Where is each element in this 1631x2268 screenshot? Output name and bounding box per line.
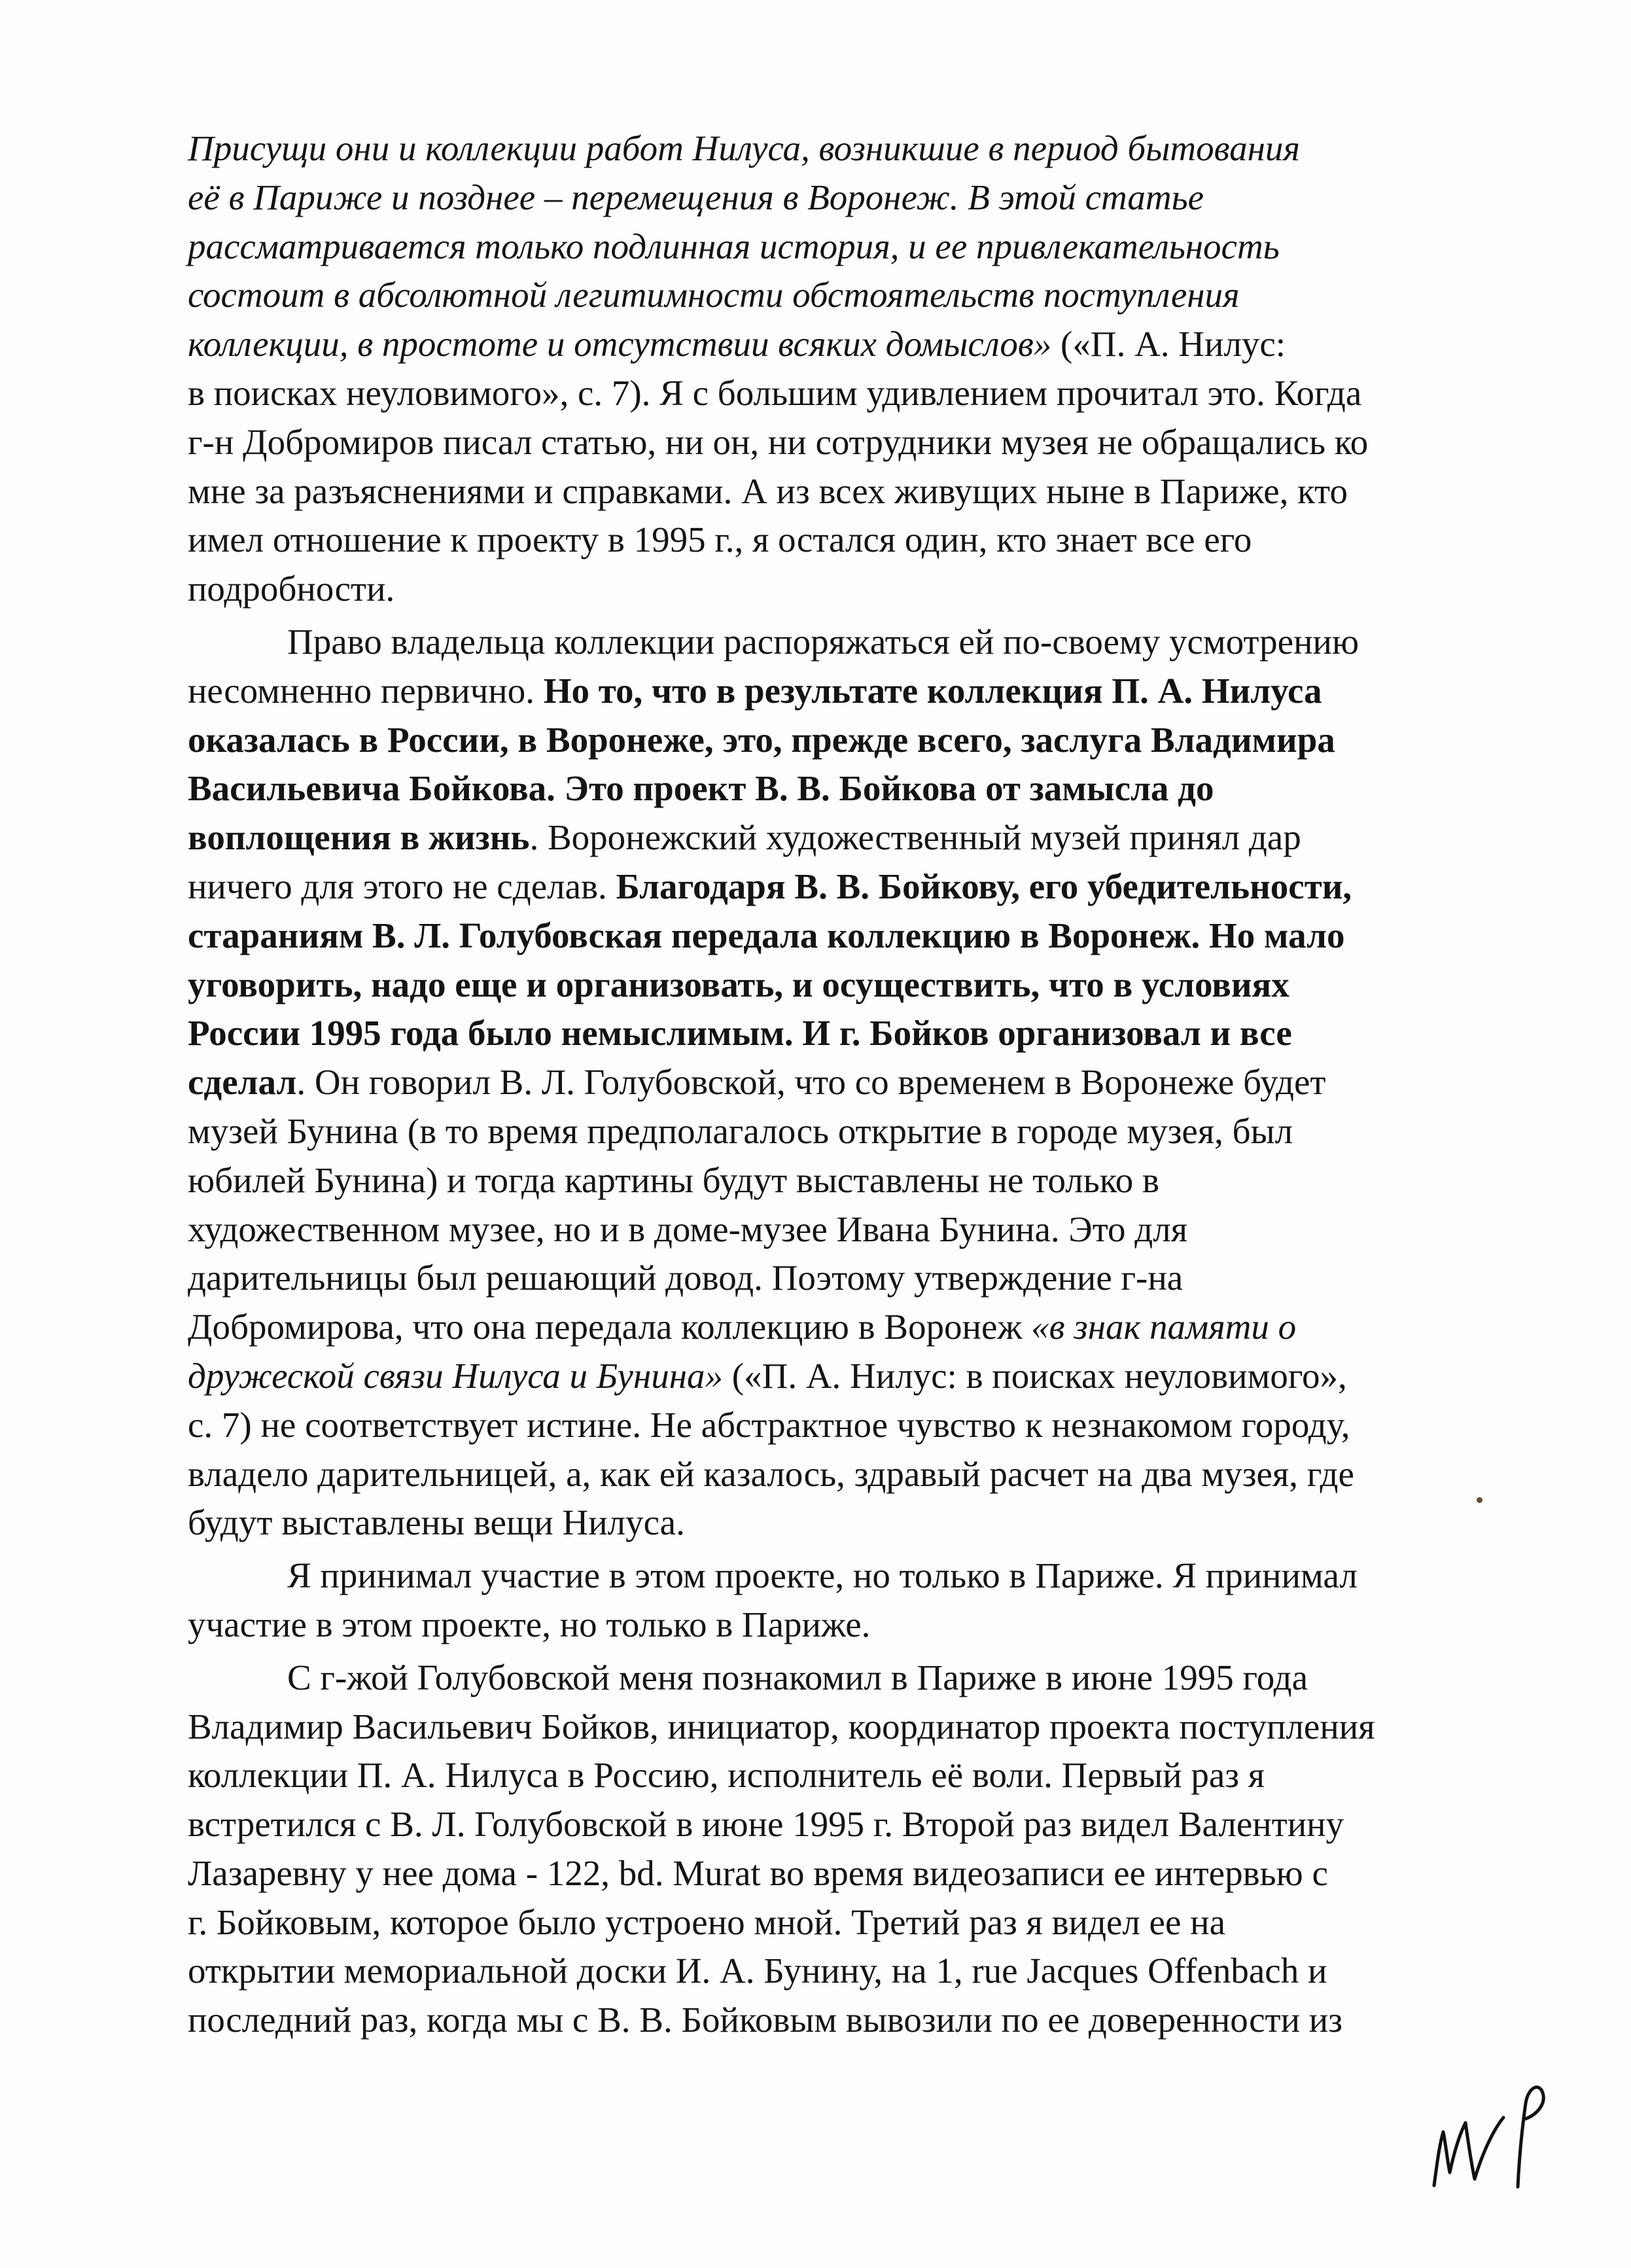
text-line [188, 124, 1464, 173]
italic-quote: её в Париже и позднее – перемещения в Воронеж. В этой статье [188, 177, 1204, 217]
bold-emphasis: сделал [188, 1062, 297, 1103]
text-run: музей Бунина (в то время предполагалось открытие в городе музея, был [188, 1110, 1293, 1151]
text-run: г. Бойковым, которое было устроено мной. Третий раз я видел ее на [188, 1902, 1225, 1942]
text-run: Добромирова, что она передала коллекцию в Воронеж [188, 1307, 1032, 1347]
text-run: дарительницы был решающий довод. Поэтому утверждение г-на [188, 1258, 1184, 1298]
text-run: Лазаревну у нее дома - 122, bd. Murat во время видеозаписи ее интервью с [188, 1852, 1328, 1893]
text-line [188, 813, 1464, 862]
text-line [188, 1800, 1464, 1849]
text-line [188, 1401, 1464, 1450]
text-line [188, 1254, 1464, 1303]
text-line [188, 912, 1464, 961]
text-run: мне за разъяснениями и справками. А из всех живущих ныне в Париже, кто [188, 470, 1348, 511]
text-line [188, 369, 1464, 418]
text-run: юбилей Бунина) и тогда картины будут выставлены не только в [188, 1160, 1159, 1200]
italic-quote: коллекции, в простоте и отсутствии всяких домыслов» [188, 324, 1052, 364]
text-line [188, 467, 1464, 516]
italic-quote: дружеской связи Нилуса и Бунина» [188, 1355, 724, 1396]
text-line [188, 961, 1464, 1010]
text-line [188, 618, 1464, 667]
text-run: несомненно первично. [188, 670, 544, 711]
text-run: открытии мемориальной доски И. А. Бунину, на 1, rue Jacques Offenbach и [188, 1951, 1327, 1991]
text-run: Владимир Васильевич Бойков, инициатор, координатор проекта поступления [188, 1706, 1375, 1746]
text-line [188, 173, 1464, 222]
text-run: («П. А. Нилус: [1051, 324, 1286, 364]
text-run: . Воронежский художественный музей принял дар [529, 817, 1301, 858]
text-line [188, 516, 1464, 565]
italic-quote: «в знак памяти о [1031, 1307, 1297, 1347]
text-line [188, 271, 1464, 320]
bold-emphasis: стараниям В. Л. Голубовская передала коллекцию в Воронеж. Но мало [188, 915, 1345, 955]
handwritten-signature [1420, 2068, 1570, 2199]
text-run: будут выставлены вещи Нилуса. [188, 1502, 685, 1543]
text-line [188, 565, 1464, 614]
text-line [188, 222, 1464, 272]
text-run: г-н Добромиров писал статью, ни он, ни сотрудники музея не обращались ко [188, 421, 1369, 462]
text-line [188, 1751, 1464, 1800]
text-run: встретился с В. Л. Голубовской в июне 1995 г. Второй раз видел Валентину [188, 1804, 1344, 1845]
text-run: с. 7) не соответствует истине. Не абстрактное чувство к незнакомом городу, [188, 1404, 1350, 1445]
bold-emphasis: оказалась в России, в Воронеже, это, прежде всего, заслуга Владимира [188, 719, 1335, 760]
text-run: Я принимал участие в этом проекте, но только в Париже. Я принимал [287, 1555, 1358, 1596]
text-run: владело дарительницей, а, как ей казалось, здравый расчет на два музея, где [188, 1453, 1354, 1494]
bold-emphasis: России 1995 года было немыслимым. И г. Бойков организовал и все [188, 1013, 1292, 1054]
letter-body [188, 124, 1464, 2045]
text-run: в поисках неуловимого», с. 7). Я с большим удивлением прочитал это. Когда [188, 372, 1362, 413]
paper-speck [1477, 1497, 1482, 1503]
text-line [188, 1058, 1464, 1107]
italic-quote: рассматривается только подлинная история, и ее привлекательность [188, 226, 1280, 266]
text-line [188, 1450, 1464, 1499]
text-line [188, 1947, 1464, 1996]
text-line [188, 764, 1464, 813]
bold-emphasis: Благодаря В. В. Бойкову, его убедительности, [616, 866, 1352, 906]
text-line [188, 320, 1464, 369]
text-line [188, 1703, 1464, 1752]
text-run: художественном музее, но и в доме-музее Ивана Бунина. Это для [188, 1209, 1187, 1249]
text-line [188, 1849, 1464, 1898]
text-line [188, 1996, 1464, 2045]
bold-emphasis: Но то, что в результате коллекция П. А. Нилуса [543, 670, 1322, 711]
text-line [188, 1352, 1464, 1401]
text-line [188, 1205, 1464, 1254]
text-run: имел отношение к проекту в 1995 г., я остался один, кто знает все его [188, 520, 1252, 560]
text-run: ничего для этого не сделав. [188, 866, 616, 906]
text-line [188, 716, 1464, 765]
text-run: С г-жой Голубовской меня познакомил в Париже в июне 1995 года [287, 1657, 1308, 1697]
text-line [188, 1551, 1464, 1601]
text-line [188, 1654, 1464, 1703]
text-line [188, 1898, 1464, 1947]
text-run: . Он говорил В. Л. Голубовской, что со временем в Воронеже будет [296, 1062, 1326, 1103]
text-line [188, 862, 1464, 912]
bold-emphasis: Васильевича Бойкова. Это проект В. В. Бойкова от замысла до [188, 768, 1214, 809]
text-line [188, 418, 1464, 467]
text-line [188, 1156, 1464, 1205]
bold-emphasis: воплощения в жизнь [188, 817, 530, 858]
text-run: («П. А. Нилус: в поисках неуловимого», [723, 1355, 1347, 1396]
text-run: подробности. [188, 569, 395, 609]
text-line [188, 1601, 1464, 1650]
text-run: участие в этом проекте, но только в Париже. [188, 1604, 871, 1644]
text-run: коллекции П. А. Нилуса в Россию, исполнитель её воли. Первый раз я [188, 1755, 1265, 1796]
text-run: Право владельца коллекции распоряжаться ей по-своему усмотрению [287, 621, 1359, 662]
bold-emphasis: уговорить, надо еще и организовать, и осуществить, что в условиях [188, 964, 1289, 1004]
italic-quote: Присущи они и коллекции работ Нилуса, возникшие в период бытования [188, 128, 1300, 168]
text-line [188, 1009, 1464, 1058]
text-run: последний раз, когда мы с В. В. Бойковым вывозили по ее доверенности из [188, 2000, 1342, 2040]
text-line [188, 1303, 1464, 1352]
text-line [188, 1107, 1464, 1156]
italic-quote: состоит в абсолютной легитимности обстоятельств поступления [188, 275, 1240, 315]
text-line [188, 667, 1464, 716]
text-line [188, 1498, 1464, 1548]
